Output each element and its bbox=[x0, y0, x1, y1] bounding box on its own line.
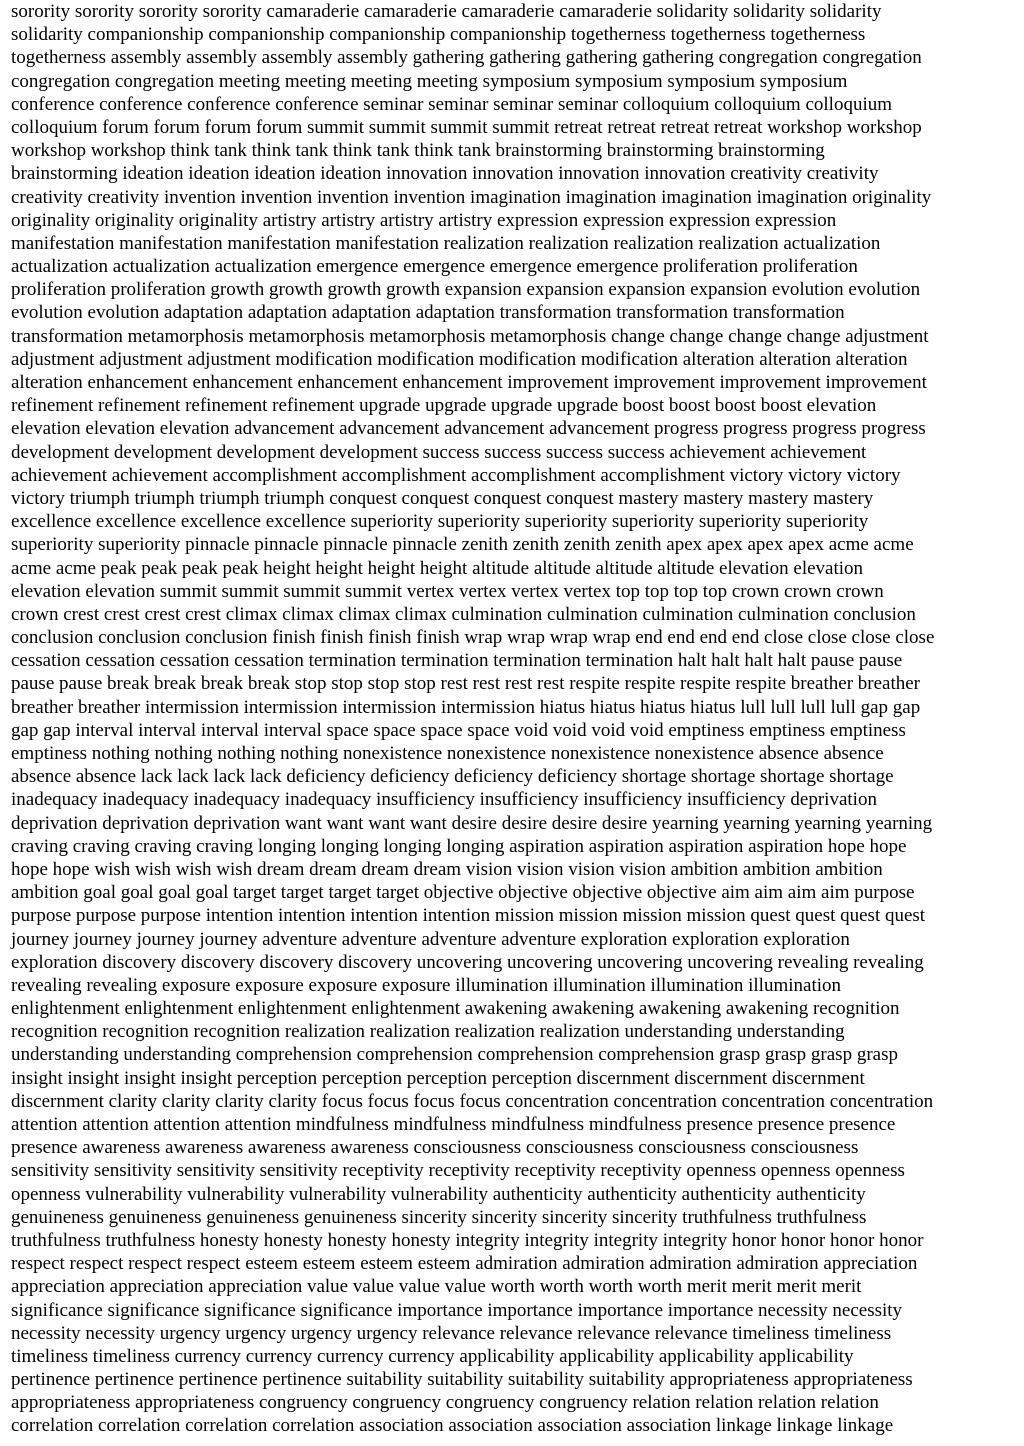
text-line: sensitivity sensitivity sensitivity sensitivity receptivity receptivity receptivity receptivity openness openness openness bbox=[11, 1160, 905, 1182]
text-line: purpose purpose purpose intention intention intention intention mission mission mission mission quest quest quest quest bbox=[11, 905, 926, 927]
text-line: revealing revealing exposure exposure exposure exposure illumination illumination illumination illumination bbox=[11, 974, 842, 996]
text-line: creativity creativity invention invention invention invention imagination imagination imagination imagination originality bbox=[11, 186, 932, 208]
text-line: togetherness assembly assembly assembly assembly gathering gathering gathering gathering congregation congregation bbox=[11, 47, 922, 69]
text-line: attention attention attention attention mindfulness mindfulness mindfulness mindfulness presence presence presence bbox=[11, 1114, 896, 1135]
text-line: respect respect respect respect esteem esteem esteem esteem admiration admiration admiration admiration appreciation bbox=[11, 1253, 918, 1275]
text-line: breather breather intermission intermission intermission intermission hiatus hiatus hiatus hiatus lull lull lull lull gap gap bbox=[11, 696, 921, 718]
text-line: pertinence pertinence pertinence pertinence suitability suitability suitability suitability appropriateness appropriateness bbox=[11, 1369, 913, 1391]
text-line: absence absence lack lack lack lack deficiency deficiency deficiency deficiency shortage shortage shortage shortage bbox=[11, 766, 894, 788]
text-line: actualization actualization actualization emergence emergence emergence emergence proliferation proliferation bbox=[11, 256, 858, 278]
text-line: victory triumph triumph triumph triumph conquest conquest conquest conquest mastery mastery mastery mastery bbox=[11, 487, 874, 509]
text-line: crown crest crest crest crest climax climax climax climax culmination culmination culmination culmination conclusion bbox=[11, 603, 916, 625]
text-line: insight insight insight insight perception perception perception perception discernment discernment discernment bbox=[11, 1067, 865, 1089]
text-line: achievement achievement accomplishment accomplishment accomplishment accomplishment victory victory victory bbox=[11, 464, 901, 486]
text-line: emptiness nothing nothing nothing nothing nonexistence nonexistence nonexistence nonexistence absence absence bbox=[11, 743, 884, 764]
text-line: cessation cessation cessation cessation termination termination termination termination halt halt halt halt pause pause bbox=[11, 650, 903, 672]
text-line: enlightenment enlightenment enlightenment enlightenment awakening awakening awakening awakening recognition bbox=[11, 998, 900, 1020]
text-line: correlation correlation correlation correlation association association association association linkage linkage linkage bbox=[11, 1415, 894, 1437]
text-line: truthfulness truthfulness honesty honesty honesty honesty integrity integrity integrity integrity honor honor honor honor bbox=[11, 1229, 924, 1251]
text-line: brainstorming ideation ideation ideation ideation innovation innovation innovation innovation creativity creativity bbox=[11, 163, 879, 185]
text-line: colloquium forum forum forum forum summit summit summit summit retreat retreat retreat retreat workshop workshop bbox=[11, 116, 922, 138]
text-line: transformation metamorphosis metamorphosis metamorphosis metamorphosis change change change change adjustment bbox=[11, 325, 929, 347]
text-line: sorority sorority sorority sorority camaraderie camaraderie camaraderie camaraderie solidarity solidarity solidarity bbox=[11, 1, 882, 22]
text-line: elevation elevation elevation advancement advancement advancement advancement progress progress progress progress bbox=[11, 418, 926, 440]
text-line: conclusion conclusion conclusion finish finish finish finish wrap wrap wrap wrap end end end end close close close close bbox=[11, 627, 935, 649]
text-line: adjustment adjustment adjustment modification modification modification modification alteration alteration alteration bbox=[11, 348, 908, 370]
text-line: manifestation manifestation manifestation manifestation realization realization realization realization actualization bbox=[11, 232, 881, 254]
text-line: appropriateness appropriateness congruency congruency congruency congruency relation relation relation relation bbox=[11, 1392, 879, 1414]
text-line: solidarity companionship companionship companionship companionship togetherness togetherness togetherness bbox=[11, 24, 866, 46]
text-line: acme acme peak peak peak peak height height height height altitude altitude altitude altitude elevation elevation bbox=[11, 557, 864, 579]
text-line: workshop workshop think tank think tank think tank think tank brainstorming brainstorming brainstorming bbox=[11, 140, 825, 162]
text-line: recognition recognition recognition realization realization realization realization understanding understanding bbox=[11, 1021, 845, 1043]
text-line: refinement refinement refinement refinement upgrade upgrade upgrade upgrade boost boost boost boost elevation bbox=[11, 395, 877, 417]
text-line: exploration discovery discovery discovery discovery uncovering uncovering uncovering uncovering revealing revealing bbox=[11, 951, 924, 973]
text-line: significance significance significance significance importance importance importance importance necessity necessity bbox=[11, 1299, 903, 1321]
text-line: congregation congregation meeting meeting meeting meeting symposium symposium symposium symposium bbox=[11, 70, 848, 92]
text-line: evolution evolution adaptation adaptation adaptation adaptation transformation transformation transformation bbox=[11, 302, 845, 324]
text-line: journey journey journey journey adventure adventure adventure adventure exploration exploration exploration bbox=[11, 928, 850, 950]
text-line: proliferation proliferation growth growth growth growth expansion expansion expansion expansion evolution evolution bbox=[11, 279, 921, 301]
text-line: elevation elevation summit summit summit summit vertex vertex vertex vertex top top top top crown crown crown bbox=[11, 580, 884, 602]
text-line: timeliness timeliness currency currency currency currency applicability applicability applicability applicability bbox=[11, 1345, 854, 1367]
text-line: genuineness genuineness genuineness genuineness sincerity sincerity sincerity sincerity truthfulness truthfulness bbox=[11, 1206, 867, 1228]
text-line: inadequacy inadequacy inadequacy inadequacy insufficiency insufficiency insufficiency insufficiency deprivation bbox=[11, 789, 877, 811]
text-line: craving craving craving craving longing longing longing longing aspiration aspiration aspiration aspiration hope hope bbox=[11, 835, 907, 857]
text-line: pause pause break break break break stop stop stop stop rest rest rest rest respite respite respite respite breather breather bbox=[11, 673, 921, 695]
text-line: openness vulnerability vulnerability vulnerability vulnerability authenticity authenticity authenticity authenticity bbox=[11, 1183, 866, 1205]
text-line: conference conference conference conference seminar seminar seminar seminar colloquium colloquium colloquium bbox=[11, 93, 893, 115]
text-line: appreciation appreciation appreciation value value value value worth worth worth worth merit merit merit merit bbox=[11, 1276, 862, 1298]
text-line: excellence excellence excellence excellence superiority superiority superiority superiority superiority superiority bbox=[11, 511, 869, 533]
text-line: originality originality originality artistry artistry artistry artistry expression expression expression expression bbox=[11, 209, 837, 231]
text-line: development development development development success success success success achievement achievement bbox=[11, 441, 867, 463]
text-line: hope hope wish wish wish wish dream dream dream dream vision vision vision vision ambition ambition ambition bbox=[11, 858, 883, 880]
text-line: presence awareness awareness awareness awareness consciousness consciousness consciousness consciousness bbox=[11, 1137, 859, 1159]
text-line: understanding understanding comprehension comprehension comprehension comprehension grasp grasp grasp grasp bbox=[11, 1044, 898, 1066]
text-line: alteration enhancement enhancement enhancement enhancement improvement improvement improvement improvement bbox=[11, 372, 927, 393]
text-line: deprivation deprivation deprivation want want want want desire desire desire desire yearning yearning yearning yearning bbox=[11, 812, 933, 834]
text-line: discernment clarity clarity clarity clarity focus focus focus focus concentration concentration concentration concentration bbox=[11, 1090, 934, 1112]
text-line: necessity necessity urgency urgency urgency urgency relevance relevance relevance relevance timeliness timeliness bbox=[11, 1322, 892, 1344]
text-line: superiority superiority pinnacle pinnacle pinnacle pinnacle zenith zenith zenith zenith apex apex apex apex acme acme bbox=[11, 534, 914, 556]
text-line: ambition goal goal goal goal target target target target objective objective objective objective aim aim aim aim purpose bbox=[11, 882, 915, 904]
text-line: gap gap interval interval interval interval space space space space void void void void emptiness emptiness emptiness bbox=[11, 719, 906, 741]
